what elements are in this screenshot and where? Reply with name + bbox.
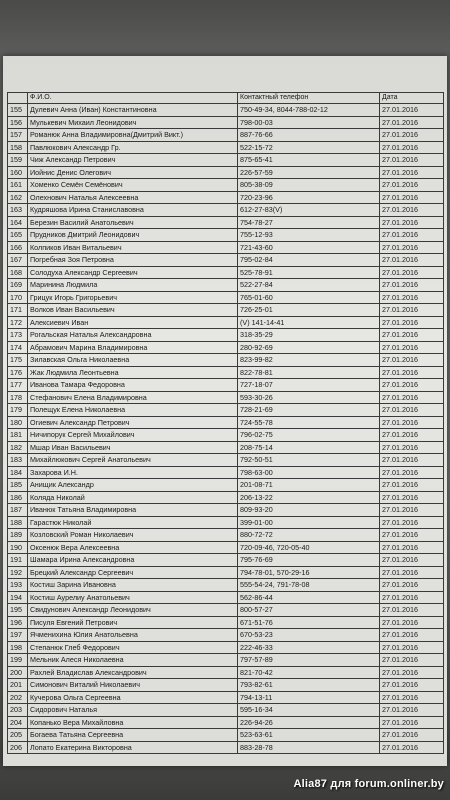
phone-number: 670-53-23 bbox=[238, 629, 380, 642]
row-number: 187 bbox=[8, 504, 28, 517]
table-row bbox=[8, 291, 444, 304]
entry-date: 27.01.2016 bbox=[380, 329, 444, 342]
person-name: Свидунович Александр Леонидович bbox=[28, 604, 238, 617]
person-name: Жак Людмила Леонтьевна bbox=[28, 366, 238, 379]
table-row bbox=[8, 104, 444, 117]
person-name: Степанюк Глеб Федорович bbox=[28, 641, 238, 654]
phone-number: 823-99-82 bbox=[238, 354, 380, 367]
entry-date: 27.01.2016 bbox=[380, 679, 444, 692]
entry-date: 27.01.2016 bbox=[380, 179, 444, 192]
table-row bbox=[8, 166, 444, 179]
row-number: 160 bbox=[8, 166, 28, 179]
person-name: Писуля Евгений Петрович bbox=[28, 616, 238, 629]
row-number: 198 bbox=[8, 641, 28, 654]
phone-number: 562-86-44 bbox=[238, 591, 380, 604]
table-row bbox=[8, 329, 444, 342]
phone-number: 798-00-03 bbox=[238, 116, 380, 129]
entry-date: 27.01.2016 bbox=[380, 616, 444, 629]
row-number: 180 bbox=[8, 416, 28, 429]
entry-date: 27.01.2016 bbox=[380, 554, 444, 567]
entry-date: 27.01.2016 bbox=[380, 629, 444, 642]
phone-number: 318-35-29 bbox=[238, 329, 380, 342]
phone-number: 671-51-76 bbox=[238, 616, 380, 629]
phone-number: 800-57-27 bbox=[238, 604, 380, 617]
row-number: 203 bbox=[8, 704, 28, 717]
header-name: Ф.И.О. bbox=[28, 93, 238, 104]
phone-number: 795-76-69 bbox=[238, 554, 380, 567]
person-name: Дулевич Анна (Иван) Константиновна bbox=[28, 104, 238, 117]
phone-number: 792-50-51 bbox=[238, 454, 380, 467]
table-row bbox=[8, 554, 444, 567]
phone-number: (V) 141-14-41 bbox=[238, 316, 380, 329]
row-number: 202 bbox=[8, 691, 28, 704]
person-name: Олехнович Наталья Алексеевна bbox=[28, 191, 238, 204]
entry-date: 27.01.2016 bbox=[380, 716, 444, 729]
person-name: Погребная Зоя Петровна bbox=[28, 254, 238, 267]
row-number: 176 bbox=[8, 366, 28, 379]
table-row bbox=[8, 541, 444, 554]
row-number: 156 bbox=[8, 116, 28, 129]
entry-date: 27.01.2016 bbox=[380, 741, 444, 754]
table-row bbox=[8, 191, 444, 204]
phone-number: 797-57-89 bbox=[238, 654, 380, 667]
person-name: Рахлей Владислав Александрович bbox=[28, 666, 238, 679]
row-number: 170 bbox=[8, 291, 28, 304]
person-name: Костиш Зарина Ивановна bbox=[28, 579, 238, 592]
row-number: 191 bbox=[8, 554, 28, 567]
row-number: 167 bbox=[8, 254, 28, 267]
row-number: 161 bbox=[8, 179, 28, 192]
phone-number: 593-30-26 bbox=[238, 391, 380, 404]
contacts-table bbox=[7, 92, 444, 754]
person-name: Богаева Татьяна Сергеевна bbox=[28, 729, 238, 742]
phone-number: 226-57-59 bbox=[238, 166, 380, 179]
entry-date: 27.01.2016 bbox=[380, 291, 444, 304]
person-name: Павлюкович Александр Гр. bbox=[28, 141, 238, 154]
table-row bbox=[8, 516, 444, 529]
phone-number: 612-27-83(V) bbox=[238, 204, 380, 217]
person-name: Коляда Николай bbox=[28, 491, 238, 504]
entry-date: 27.01.2016 bbox=[380, 379, 444, 392]
row-number: 155 bbox=[8, 104, 28, 117]
document-sheet bbox=[3, 56, 447, 766]
row-number: 169 bbox=[8, 279, 28, 292]
table-row bbox=[8, 504, 444, 517]
person-name: Сидорович Наталья bbox=[28, 704, 238, 717]
table-row bbox=[8, 129, 444, 142]
person-name: Гарастюк Николай bbox=[28, 516, 238, 529]
entry-date: 27.01.2016 bbox=[380, 229, 444, 242]
table-row bbox=[8, 616, 444, 629]
entry-date: 27.01.2016 bbox=[380, 341, 444, 354]
person-name: Алексиевич Иван bbox=[28, 316, 238, 329]
row-number: 166 bbox=[8, 241, 28, 254]
person-name: Хоменко Семён Семёнович bbox=[28, 179, 238, 192]
row-number: 197 bbox=[8, 629, 28, 642]
entry-date: 27.01.2016 bbox=[380, 354, 444, 367]
table-row bbox=[8, 591, 444, 604]
phone-number: 875-65-41 bbox=[238, 154, 380, 167]
phone-number: 796-02-75 bbox=[238, 429, 380, 442]
table-row bbox=[8, 341, 444, 354]
entry-date: 27.01.2016 bbox=[380, 704, 444, 717]
row-number: 159 bbox=[8, 154, 28, 167]
row-number: 163 bbox=[8, 204, 28, 217]
row-number: 186 bbox=[8, 491, 28, 504]
table-row bbox=[8, 679, 444, 692]
phone-number: 222-46-33 bbox=[238, 641, 380, 654]
person-name: Грицук Игорь Григорьевич bbox=[28, 291, 238, 304]
phone-number: 724-55-78 bbox=[238, 416, 380, 429]
row-number: 204 bbox=[8, 716, 28, 729]
entry-date: 27.01.2016 bbox=[380, 529, 444, 542]
entry-date: 27.01.2016 bbox=[380, 429, 444, 442]
table-row bbox=[8, 479, 444, 492]
person-name: Прудников Дмитрий Леонидович bbox=[28, 229, 238, 242]
phone-number: 798-63-00 bbox=[238, 466, 380, 479]
person-name: Лопато Екатерина Викторовна bbox=[28, 741, 238, 754]
phone-number: 754-78-27 bbox=[238, 216, 380, 229]
entry-date: 27.01.2016 bbox=[380, 666, 444, 679]
table-row bbox=[8, 241, 444, 254]
phone-number: 795-02-84 bbox=[238, 254, 380, 267]
phone-number: 727-18-07 bbox=[238, 379, 380, 392]
person-name: Симонович Виталий Николаевич bbox=[28, 679, 238, 692]
row-number: 206 bbox=[8, 741, 28, 754]
person-name: Оксенюк Вера Алексеевна bbox=[28, 541, 238, 554]
person-name: Кудряшова Ирина Станиславовна bbox=[28, 204, 238, 217]
table-row bbox=[8, 279, 444, 292]
table-row bbox=[8, 304, 444, 317]
entry-date: 27.01.2016 bbox=[380, 204, 444, 217]
phone-number: 794-13-11 bbox=[238, 691, 380, 704]
row-number: 195 bbox=[8, 604, 28, 617]
row-number: 193 bbox=[8, 579, 28, 592]
row-number: 177 bbox=[8, 379, 28, 392]
row-number: 185 bbox=[8, 479, 28, 492]
person-name: Романюк Анна Владимировна(Дмитрий Викт.) bbox=[28, 129, 238, 142]
entry-date: 27.01.2016 bbox=[380, 241, 444, 254]
entry-date: 27.01.2016 bbox=[380, 454, 444, 467]
person-name: Солодуха Александр Сергеевич bbox=[28, 266, 238, 279]
row-number: 173 bbox=[8, 329, 28, 342]
phone-number: 805-38-09 bbox=[238, 179, 380, 192]
entry-date: 27.01.2016 bbox=[380, 566, 444, 579]
row-number: 157 bbox=[8, 129, 28, 142]
table-row bbox=[8, 416, 444, 429]
entry-date: 27.01.2016 bbox=[380, 466, 444, 479]
table-row bbox=[8, 666, 444, 679]
person-name: Колпиков Иван Витальевич bbox=[28, 241, 238, 254]
phone-number: 880-72-72 bbox=[238, 529, 380, 542]
phone-number: 765-01-60 bbox=[238, 291, 380, 304]
person-name: Ячменихина Юлия Анатольевна bbox=[28, 629, 238, 642]
row-number: 178 bbox=[8, 391, 28, 404]
person-name: Копанько Вера Михайловна bbox=[28, 716, 238, 729]
phone-number: 555-54-24, 791-78-08 bbox=[238, 579, 380, 592]
phone-number: 523-63-61 bbox=[238, 729, 380, 742]
row-number: 183 bbox=[8, 454, 28, 467]
entry-date: 27.01.2016 bbox=[380, 366, 444, 379]
entry-date: 27.01.2016 bbox=[380, 141, 444, 154]
table-row bbox=[8, 229, 444, 242]
row-number: 196 bbox=[8, 616, 28, 629]
entry-date: 27.01.2016 bbox=[380, 441, 444, 454]
table-row bbox=[8, 641, 444, 654]
table-row bbox=[8, 366, 444, 379]
phone-number: 522-27-84 bbox=[238, 279, 380, 292]
table-row bbox=[8, 566, 444, 579]
entry-date: 27.01.2016 bbox=[380, 129, 444, 142]
entry-date: 27.01.2016 bbox=[380, 154, 444, 167]
person-name: Маринина Людмила bbox=[28, 279, 238, 292]
table-row bbox=[8, 441, 444, 454]
person-name: Волков Иван Васильевич bbox=[28, 304, 238, 317]
table-row bbox=[8, 404, 444, 417]
person-name: Захарова И.Н. bbox=[28, 466, 238, 479]
table-row bbox=[8, 154, 444, 167]
header-date: Дата bbox=[380, 93, 444, 104]
entry-date: 27.01.2016 bbox=[380, 541, 444, 554]
row-number: 194 bbox=[8, 591, 28, 604]
person-name: Иванова Тамара Федоровна bbox=[28, 379, 238, 392]
row-number: 172 bbox=[8, 316, 28, 329]
entry-date: 27.01.2016 bbox=[380, 641, 444, 654]
phone-number: 522-15-72 bbox=[238, 141, 380, 154]
entry-date: 27.01.2016 bbox=[380, 579, 444, 592]
phone-number: 720-23-96 bbox=[238, 191, 380, 204]
person-name: Зилавская Ольга Николаевна bbox=[28, 354, 238, 367]
phone-number: 728-21-69 bbox=[238, 404, 380, 417]
phone-number: 883-28-78 bbox=[238, 741, 380, 754]
person-name: Чиж Александр Петрович bbox=[28, 154, 238, 167]
person-name: Рогальская Наталья Александровна bbox=[28, 329, 238, 342]
table-row bbox=[8, 141, 444, 154]
table-row bbox=[8, 466, 444, 479]
phone-number: 720-09-46, 720-05-40 bbox=[238, 541, 380, 554]
phone-number: 399-01-00 bbox=[238, 516, 380, 529]
phone-number: 206-13-22 bbox=[238, 491, 380, 504]
table-row bbox=[8, 316, 444, 329]
person-name: Мулькевич Михаил Леонидович bbox=[28, 116, 238, 129]
row-number: 175 bbox=[8, 354, 28, 367]
person-name: Шамара Ирина Александровна bbox=[28, 554, 238, 567]
table-row bbox=[8, 741, 444, 754]
entry-date: 27.01.2016 bbox=[380, 216, 444, 229]
table-body bbox=[8, 104, 444, 754]
person-name: Кучерова Ольга Сергеевна bbox=[28, 691, 238, 704]
table-row bbox=[8, 729, 444, 742]
watermark: Alia87 для forum.onliner.by bbox=[293, 778, 444, 790]
person-name: Полещук Елена Николаевна bbox=[28, 404, 238, 417]
entry-date: 27.01.2016 bbox=[380, 516, 444, 529]
person-name: Иойнис Денис Олегович bbox=[28, 166, 238, 179]
person-name: Иванюк Татьяна Владимировна bbox=[28, 504, 238, 517]
phone-number: 226-94-26 bbox=[238, 716, 380, 729]
table-row bbox=[8, 254, 444, 267]
table-row bbox=[8, 391, 444, 404]
row-number: 201 bbox=[8, 679, 28, 692]
row-number: 174 bbox=[8, 341, 28, 354]
person-name: Мшар Иван Васильевич bbox=[28, 441, 238, 454]
entry-date: 27.01.2016 bbox=[380, 304, 444, 317]
person-name: Козловский Роман Николаевич bbox=[28, 529, 238, 542]
row-number: 158 bbox=[8, 141, 28, 154]
person-name: Михайлюкович Сергей Анатольевич bbox=[28, 454, 238, 467]
person-name: Огиевич Александр Петрович bbox=[28, 416, 238, 429]
phone-number: 726-25-01 bbox=[238, 304, 380, 317]
row-number: 181 bbox=[8, 429, 28, 442]
row-number: 200 bbox=[8, 666, 28, 679]
table-row bbox=[8, 654, 444, 667]
phone-number: 208-75-14 bbox=[238, 441, 380, 454]
entry-date: 27.01.2016 bbox=[380, 279, 444, 292]
table-row bbox=[8, 216, 444, 229]
table-row bbox=[8, 454, 444, 467]
row-number: 190 bbox=[8, 541, 28, 554]
entry-date: 27.01.2016 bbox=[380, 391, 444, 404]
table-row bbox=[8, 354, 444, 367]
table-row bbox=[8, 204, 444, 217]
table-row bbox=[8, 116, 444, 129]
header-number bbox=[8, 93, 28, 104]
row-number: 162 bbox=[8, 191, 28, 204]
table-row bbox=[8, 691, 444, 704]
person-name: Мельник Алеся Николаевна bbox=[28, 654, 238, 667]
entry-date: 27.01.2016 bbox=[380, 504, 444, 517]
person-name: Анищик Александр bbox=[28, 479, 238, 492]
entry-date: 27.01.2016 bbox=[380, 491, 444, 504]
person-name: Абрамович Марина Владимировна bbox=[28, 341, 238, 354]
table-row bbox=[8, 704, 444, 717]
phone-number: 794-78-01, 570-29-16 bbox=[238, 566, 380, 579]
entry-date: 27.01.2016 bbox=[380, 116, 444, 129]
phone-number: 750-49-34, 8044-788-02-12 bbox=[238, 104, 380, 117]
table-row bbox=[8, 266, 444, 279]
phone-number: 525-78-91 bbox=[238, 266, 380, 279]
row-number: 168 bbox=[8, 266, 28, 279]
row-number: 205 bbox=[8, 729, 28, 742]
phone-number: 280-92-69 bbox=[238, 341, 380, 354]
row-number: 182 bbox=[8, 441, 28, 454]
table-row bbox=[8, 716, 444, 729]
row-number: 184 bbox=[8, 466, 28, 479]
entry-date: 27.01.2016 bbox=[380, 166, 444, 179]
table-row bbox=[8, 429, 444, 442]
table-header bbox=[8, 93, 444, 104]
person-name: Ничипорук Сергей Михайлович bbox=[28, 429, 238, 442]
entry-date: 27.01.2016 bbox=[380, 104, 444, 117]
person-name: Стефанович Елена Владимировна bbox=[28, 391, 238, 404]
entry-date: 27.01.2016 bbox=[380, 591, 444, 604]
entry-date: 27.01.2016 bbox=[380, 654, 444, 667]
row-number: 165 bbox=[8, 229, 28, 242]
row-number: 164 bbox=[8, 216, 28, 229]
entry-date: 27.01.2016 bbox=[380, 479, 444, 492]
table-row bbox=[8, 604, 444, 617]
phone-number: 721-43-60 bbox=[238, 241, 380, 254]
table-row bbox=[8, 629, 444, 642]
table-row bbox=[8, 529, 444, 542]
entry-date: 27.01.2016 bbox=[380, 404, 444, 417]
entry-date: 27.01.2016 bbox=[380, 191, 444, 204]
table-row bbox=[8, 379, 444, 392]
person-name: Березин Василий Анатольевич bbox=[28, 216, 238, 229]
row-number: 179 bbox=[8, 404, 28, 417]
entry-date: 27.01.2016 bbox=[380, 729, 444, 742]
phone-number: 821-70-42 bbox=[238, 666, 380, 679]
header-phone: Контактный телефон bbox=[238, 93, 380, 104]
table-row bbox=[8, 579, 444, 592]
phone-number: 793-82-61 bbox=[238, 679, 380, 692]
entry-date: 27.01.2016 bbox=[380, 416, 444, 429]
table-row bbox=[8, 491, 444, 504]
phone-number: 887-76-66 bbox=[238, 129, 380, 142]
phone-number: 809-93-20 bbox=[238, 504, 380, 517]
table-row bbox=[8, 179, 444, 192]
row-number: 192 bbox=[8, 566, 28, 579]
phone-number: 822-78-81 bbox=[238, 366, 380, 379]
row-number: 199 bbox=[8, 654, 28, 667]
row-number: 189 bbox=[8, 529, 28, 542]
person-name: Костиш Аурелиу Анатольевич bbox=[28, 591, 238, 604]
phone-number: 595-16-34 bbox=[238, 704, 380, 717]
entry-date: 27.01.2016 bbox=[380, 266, 444, 279]
phone-number: 755-12-93 bbox=[238, 229, 380, 242]
phone-number: 201-08-71 bbox=[238, 479, 380, 492]
entry-date: 27.01.2016 bbox=[380, 691, 444, 704]
row-number: 171 bbox=[8, 304, 28, 317]
entry-date: 27.01.2016 bbox=[380, 316, 444, 329]
entry-date: 27.01.2016 bbox=[380, 254, 444, 267]
entry-date: 27.01.2016 bbox=[380, 604, 444, 617]
row-number: 188 bbox=[8, 516, 28, 529]
person-name: Брецкий Александр Сергеевич bbox=[28, 566, 238, 579]
